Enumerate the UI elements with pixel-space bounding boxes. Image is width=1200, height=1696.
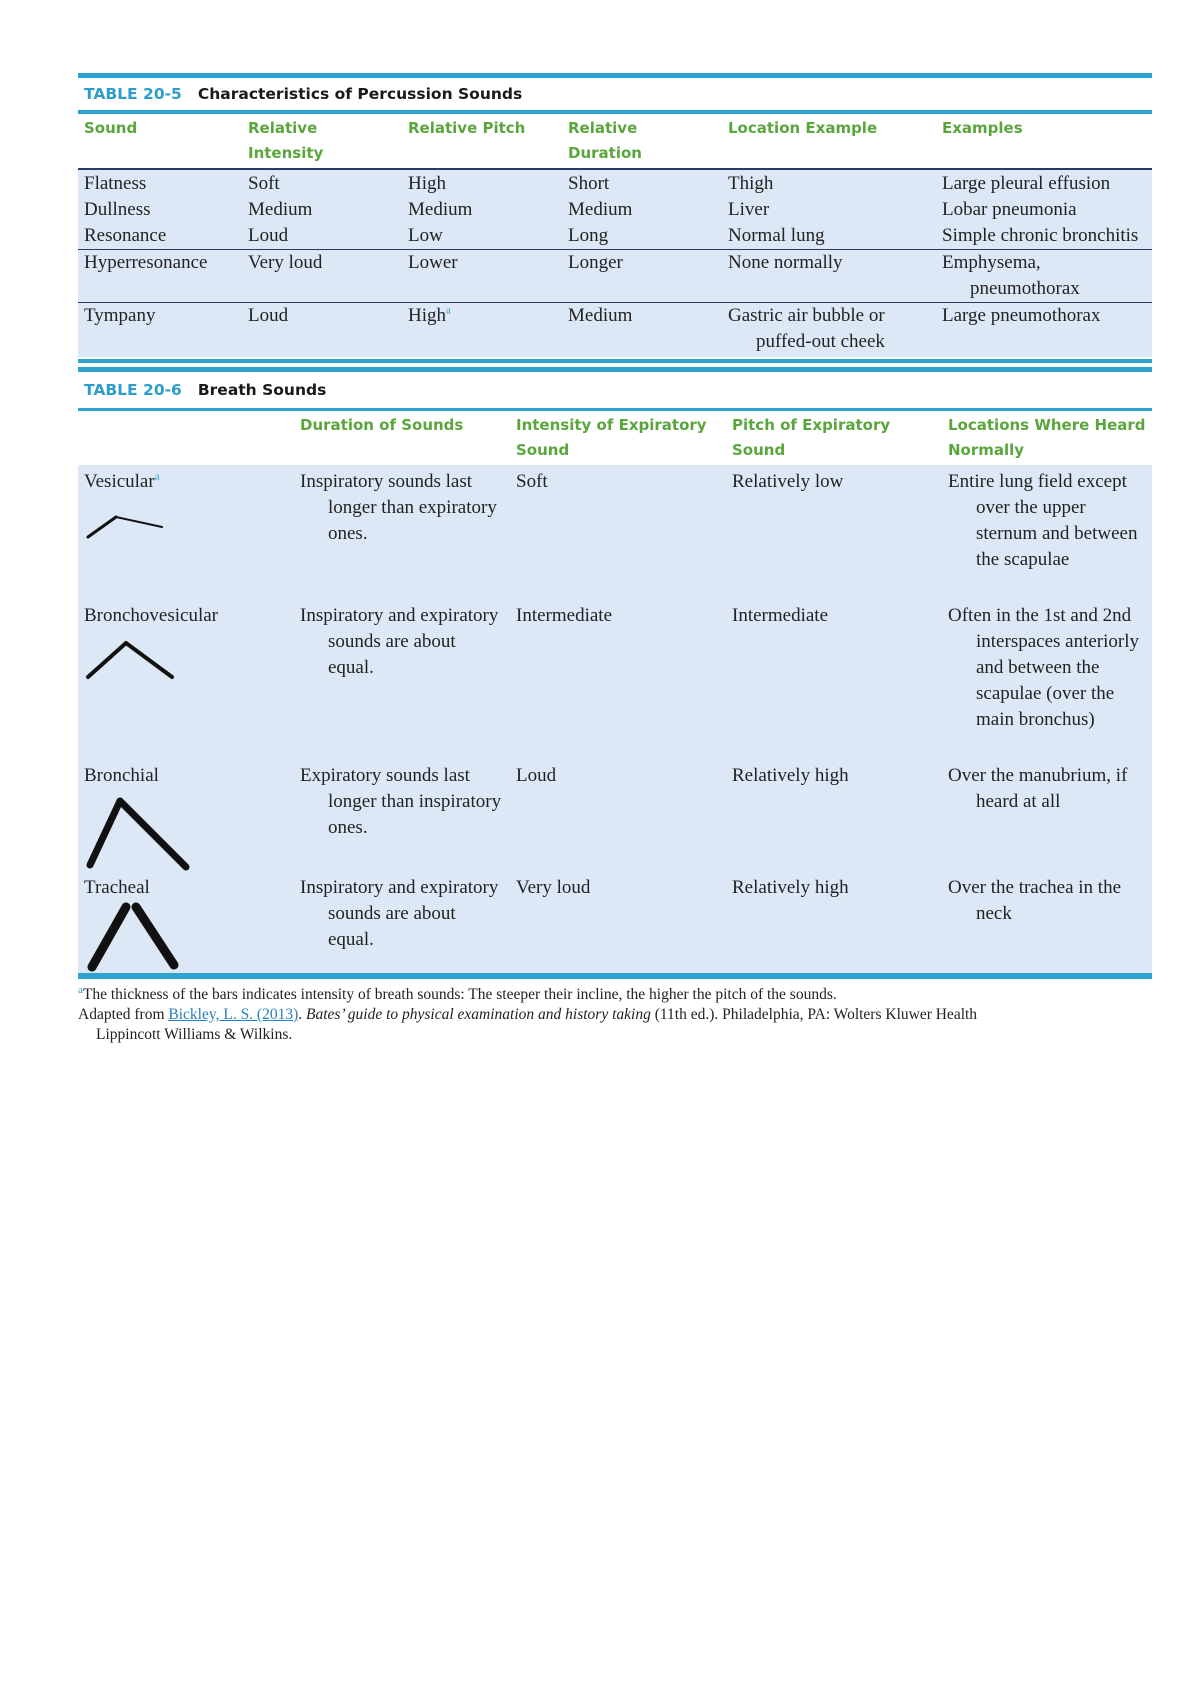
table-cell: Intermediate (510, 599, 726, 759)
cell-text: Gastric air bubble or puffed-out cheek (728, 305, 885, 352)
cell-text: Expiratory sounds last longer than inspiratory ones. (300, 765, 502, 838)
table-row (78, 759, 1152, 871)
table-cell: Medium (562, 197, 722, 223)
table-cell: Resonance (78, 223, 242, 250)
table1-header-location: Location Example (722, 114, 936, 169)
cell-text: Often in the 1st and 2nd interspaces anteriorly and between the scapulae (over the main bronchus) (948, 605, 1140, 730)
table-cell: Large pleural effusion (936, 169, 1152, 197)
table2-header-pitch: Pitch of Expiratory Sound (726, 411, 942, 465)
table2-header-locations: Locations Where Heard Normally (942, 411, 1152, 465)
table-cell (942, 465, 1152, 599)
breath-sound-name: Vesicular (84, 471, 155, 492)
bronchial-diagram-icon (84, 791, 194, 871)
vesicular-diagram-icon (84, 497, 174, 547)
table-cell: Short (562, 169, 722, 197)
citation-book-title: Bates’ guide to physical examination and history taking (306, 1006, 651, 1023)
table-row (78, 169, 1152, 197)
table-cell: Thigh (722, 169, 936, 197)
table-cell: Medium (242, 197, 402, 223)
footnote-marker: a (154, 470, 160, 483)
table-cell: Soft (510, 465, 726, 599)
table-cell: Lobar pneumonia (936, 197, 1152, 223)
footnote-marker: a (446, 304, 451, 317)
citation (78, 1005, 1152, 1025)
table-row (78, 465, 1152, 599)
table-cell: Longer (562, 250, 722, 303)
table-cell (402, 303, 562, 358)
table-row (78, 599, 1152, 759)
table-cell: Very loud (242, 250, 402, 303)
table-cell (722, 303, 936, 358)
table-notes (78, 985, 1152, 1045)
table-cell: Tympany (78, 303, 242, 358)
table-cell: Relatively high (726, 759, 942, 871)
table-cell: Flatness (78, 169, 242, 197)
table-cell (294, 599, 510, 759)
table-cell (78, 599, 294, 759)
table-cell: Medium (562, 303, 722, 358)
citation-link[interactable]: Bickley, L. S. (2013) (168, 1006, 299, 1023)
citation-prefix: Adapted from (78, 1006, 169, 1023)
table-cell: Large pneumothorax (936, 303, 1152, 358)
breath-sound-name: Bronchial (84, 765, 159, 786)
table-cell: Dullness (78, 197, 242, 223)
table-cell: Soft (242, 169, 402, 197)
table1-label: TABLE 20-5 (84, 85, 182, 103)
table-cell: Loud (242, 303, 402, 358)
table-cell: Loud (242, 223, 402, 250)
percussion-sounds-table (78, 114, 1152, 357)
table2-title: Breath Sounds (197, 381, 327, 399)
document-page (78, 73, 1152, 1045)
table-row (78, 871, 1152, 973)
table1-caption (78, 78, 1152, 110)
breath-sound-name: Tracheal (84, 877, 150, 898)
breath-sound-name: Bronchovesicular (84, 605, 219, 626)
table2-label: TABLE 20-6 (84, 381, 182, 399)
footnote (78, 985, 1152, 1005)
table-cell: Loud (510, 759, 726, 871)
table-cell (294, 871, 510, 973)
table-cell: Relatively high (726, 871, 942, 973)
footnote-text: The thickness of the bars indicates intensity of breath sounds: The steeper their incline, the higher the pitch of the sounds. (82, 986, 837, 1003)
table2-caption (78, 372, 1152, 408)
table1-title: Characteristics of Percussion Sounds (197, 85, 523, 103)
cell-text: High (408, 305, 446, 326)
cell-text: Inspiratory and expiratory sounds are about equal. (300, 605, 499, 678)
table-cell: Normal lung (722, 223, 936, 250)
table-cell: Intermediate (726, 599, 942, 759)
table1-header-sound: Sound (78, 114, 242, 169)
table-cell: Medium (402, 197, 562, 223)
tracheal-diagram-icon (84, 901, 194, 973)
table-cell (942, 871, 1152, 973)
table1-header-pitch: Relative Pitch (402, 114, 562, 169)
table-cell (942, 599, 1152, 759)
table-row (78, 197, 1152, 223)
table-cell (78, 759, 294, 871)
citation-suffix: (11th ed.). Philadelphia, PA: Wolters Kluwer Health (650, 1006, 978, 1023)
citation-sep: . (298, 1006, 307, 1023)
table-cell (936, 223, 1152, 250)
table1-header-examples: Examples (936, 114, 1152, 169)
cell-text: Inspiratory and expiratory sounds are about equal. (300, 877, 499, 950)
table-cell: High (402, 169, 562, 197)
table2-bottom-rule (78, 973, 1152, 979)
table2-header-blank (78, 411, 294, 465)
table-cell: Low (402, 223, 562, 250)
table-cell (78, 465, 294, 599)
table2-header-duration: Duration of Sounds (294, 411, 510, 465)
cell-text: Entire lung field except over the upper sternum and between the scapulae (948, 471, 1138, 570)
table1-header-row (78, 114, 1152, 169)
table-cell: Long (562, 223, 722, 250)
table-cell (936, 250, 1152, 303)
bronchovesicular-diagram-icon (84, 631, 184, 687)
table-cell: Hyperresonance (78, 250, 242, 303)
table-row (78, 223, 1152, 250)
table1-header-duration: Relative Duration (562, 114, 722, 169)
table-cell: Lower (402, 250, 562, 303)
table-row (78, 250, 1152, 303)
footnote-marker: a (78, 983, 83, 996)
table-cell (78, 871, 294, 973)
cell-text: Over the trachea in the neck (948, 877, 1122, 924)
table-cell: None normally (722, 250, 936, 303)
table2-header-intensity: Intensity of Expiratory Sound (510, 411, 726, 465)
breath-sounds-table (78, 411, 1152, 973)
table-cell (942, 759, 1152, 871)
table-cell (294, 759, 510, 871)
cell-text: Simple chronic bronchitis (942, 225, 1139, 246)
table-cell: Relatively low (726, 465, 942, 599)
table2-header-row (78, 411, 1152, 465)
table1-header-intensity: Relative Intensity (242, 114, 402, 169)
table-cell: Very loud (510, 871, 726, 973)
cell-text: Emphysema, pneumothorax (942, 252, 1080, 299)
table-row (78, 303, 1152, 358)
cell-text: Over the manubrium, if heard at all (948, 765, 1128, 812)
citation-line2: Lippincott Williams & Wilkins. (96, 1026, 293, 1043)
table-cell (294, 465, 510, 599)
table-cell: Liver (722, 197, 936, 223)
cell-text: Inspiratory sounds last longer than expiratory ones. (300, 471, 497, 544)
